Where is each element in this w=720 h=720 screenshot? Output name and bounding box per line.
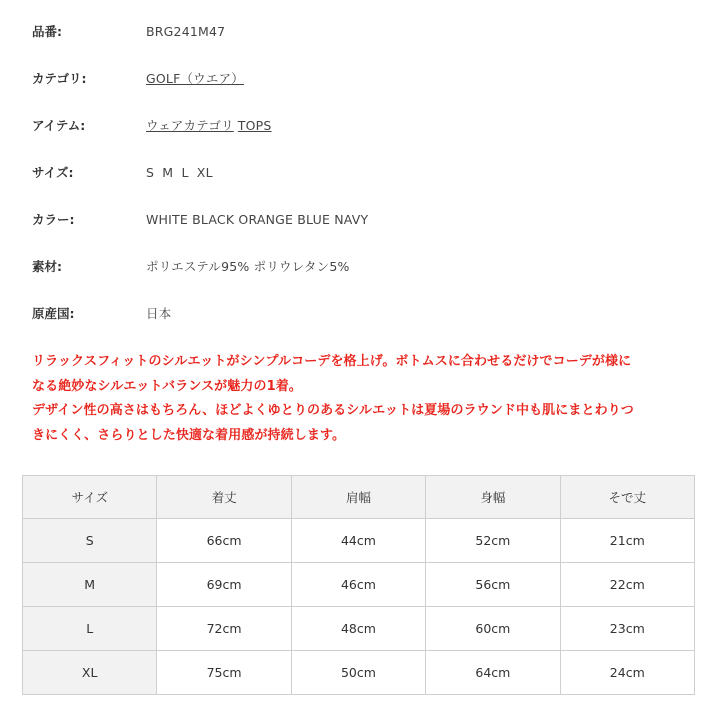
spec-label: サイズ:	[32, 165, 74, 180]
spec-label: アイテム:	[32, 118, 86, 133]
sleeve-cell: 21cm	[560, 519, 694, 563]
table-row	[23, 563, 695, 607]
spec-value: 日本	[146, 306, 172, 321]
sleeve-cell: 23cm	[560, 607, 694, 651]
length-cell: 66cm	[157, 519, 291, 563]
spec-value	[146, 118, 272, 134]
spec-label: カラー:	[32, 212, 75, 227]
length-cell: 72cm	[157, 607, 291, 651]
table-row	[23, 519, 695, 563]
length-cell: 69cm	[157, 563, 291, 607]
header-sleeve: そで丈	[560, 476, 694, 519]
spec-label: カテゴリ:	[32, 71, 87, 86]
description-line: リラックスフィットのシルエットがシンプルコーデを格上げ。ボトムスに合わせるだけでコーデが様に	[32, 354, 632, 369]
spec-label: 原産国:	[32, 306, 75, 321]
header-chest: 身幅	[426, 476, 560, 519]
spec-value: BRG241M47	[146, 24, 226, 39]
size-cell: XL	[23, 651, 157, 695]
table-row	[23, 607, 695, 651]
size-cell: M	[23, 563, 157, 607]
spec-label: 品番:	[32, 24, 62, 39]
sleeve-cell: 22cm	[560, 563, 694, 607]
size-cell: L	[23, 607, 157, 651]
tops-link[interactable]: TOPS	[237, 118, 272, 133]
description-line: きにくく、さらりとした快適な着用感が持続します。	[32, 427, 346, 443]
header-length: 着丈	[157, 476, 291, 519]
spec-value	[146, 71, 244, 87]
size-cell: S	[23, 519, 157, 563]
spec-label: 素材:	[32, 259, 62, 274]
spec-value: S M L XL	[146, 165, 213, 180]
spec-value: WHITE BLACK ORANGE BLUE NAVY	[146, 212, 369, 227]
product-description	[32, 350, 702, 448]
shoulder-cell: 44cm	[291, 519, 425, 563]
description-line: なる絶妙なシルエットバランスが魅力の1着。	[32, 378, 302, 394]
shoulder-cell: 50cm	[291, 651, 425, 695]
chest-cell: 64cm	[426, 651, 560, 695]
description-line: デザイン性の高さはもちろん、ほどよくゆとりのあるシルエットは夏場のラウンド中も肌にまとわりつ	[32, 403, 634, 418]
chest-cell: 60cm	[426, 607, 560, 651]
table-header-row	[23, 476, 695, 519]
sleeve-cell: 24cm	[560, 651, 694, 695]
spec-value: ポリエステル95% ポリウレタン5%	[146, 259, 350, 274]
chest-cell: 56cm	[426, 563, 560, 607]
shoulder-cell: 46cm	[291, 563, 425, 607]
wear-category-link[interactable]: ウェアカテゴリ	[146, 118, 234, 133]
shoulder-cell: 48cm	[291, 607, 425, 651]
category-link[interactable]: GOLF（ウエア）	[146, 71, 244, 86]
header-shoulder: 肩幅	[291, 476, 425, 519]
header-size: サイズ	[23, 476, 157, 519]
chest-cell: 52cm	[426, 519, 560, 563]
size-table	[22, 475, 695, 695]
table-row	[23, 651, 695, 695]
length-cell: 75cm	[157, 651, 291, 695]
